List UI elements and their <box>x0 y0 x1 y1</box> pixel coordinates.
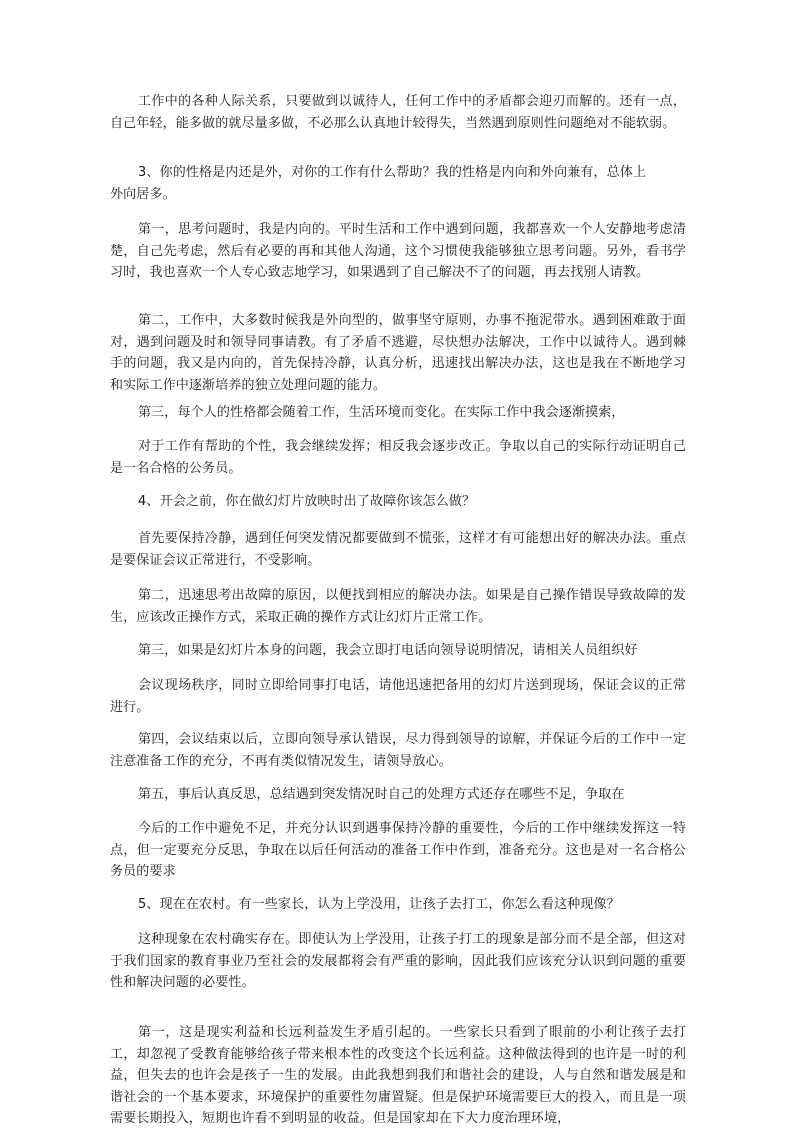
paragraph-avoid-shortcomings: 今后的工作中避免不足，并充分认识到遇事保持冷静的重要性，今后的工作中继续发挥这一特点，但一定要充分反思，争取在以后任何活动的准备工作中作到，准备充分。这也是对一名合格公务员的要求 <box>110 821 686 879</box>
question-3-personality: 3、你的性格是内还是外，对你的工作有什么帮助？我的性格是内向和外向兼有，总体上 外向居多。 <box>110 165 647 202</box>
paragraph-call-leader: 第三，如果是幻灯片本身的问题，我会立即打电话向领导说明情况，请相关人员组织好 <box>138 643 638 658</box>
paragraph-reflect: 第五，事后认真反思，总结遇到突发情况时自己的处理方式还存在哪些不足，争取在 <box>138 787 625 802</box>
paragraph-short-vs-long-term: 第一，这是现实利益和长远利益发生矛盾引起的。一些家长只看到了眼前的小利让孩子去打工，却忽视了受教育能够给孩子带来根本性的改变这个长远利益。这种做法得到的也许是一时的利益，但失去的也许会是孩子一生的发展。由此我想到我们和谐社会的建设，人与自然和谐发展是和谐社会的一个基本要求，环境保护的重要性勿庸置疑。但是保护环境需要巨大的投入，而且是一项需要长期投入，短期也许看不到明显的收益。但是国家却在下大力度治理环境， <box>110 1025 686 1126</box>
question-4-slideshow: 4、开会之前，你在做幻灯片放映时出了故障你该怎么做？ <box>138 494 476 509</box>
paragraph-helpful-traits: 对于工作有帮助的个性，我会继续发挥；相反我会逐步改正。争取以自己的实际行动证明自己是一名合格的公务员。 <box>110 439 686 476</box>
paragraph-meeting-order: 会议现场秩序，同时立即给同事打电话，请他迅速把备用的幻灯片送到现场，保证会议的正常进行。 <box>110 678 686 715</box>
paragraph-admit-mistake: 第四，会议结束以后，立即向领导承认错误，尽力得到领导的谅解，并保证今后的工作中一定注意准备工作的充分，不再有类似情况发生，请领导放心。 <box>110 732 686 769</box>
paragraph-introvert-thinking: 第一，思考问题时，我是内向的。平时生活和工作中遇到问题，我都喜欢一个人安静地考虑清楚，自己先考虑，然后有必要的再和其他人沟通，这个习惯使我能够独立思考问题。另外，看书学习时，我也喜欢一个人专心致志地学习，如果遇到了自己解决不了的问题，再去找别人请教。 <box>110 222 686 280</box>
paragraph-find-cause: 第二，迅速思考出故障的原因，以便找到相应的解决办法。如果是自己操作错误导致故障的发生，应该改正操作方式，采取正确的操作方式让幻灯片正常工作。 <box>110 588 686 625</box>
question-5-rural-education: 5、现在在农村。有一些家长，认为上学没用，让孩子去打工，你怎么看这种现像？ <box>138 897 620 912</box>
paragraph-interpersonal: 工作中的各种人际关系，只要做到以诚待人，任何工作中的矛盾都会迎刃而解的。还有一点，自己年轻，能多做的就尽量多做，不必那么认真地计较得失，当然遇到原则性问题绝对不能软弱。 <box>110 94 686 131</box>
paragraph-extrovert-work: 第二，工作中，大多数时候我是外向型的，做事坚守原则，办事不拖泥带水。遇到困难敢于面对，遇到问题及时和领导同事请教。有了矛盾不逃避，尽快想办法解决，工作中以诚待人。遇到棘手的问题，我又是内向的，首先保持冷静，认真分析，迅速找出解决办法，这也是我在不断地学习和实际工作中逐渐培养的独立处理问题的能力。 <box>110 313 686 393</box>
paragraph-phenomenon: 这种现象在农村确实存在。即使认为上学没用，让孩子打工的现象是部分而不是全部，但这对于我们国家的教育事业乃至社会的发展都将会有严重的影响，因此我们应该充分认识到问题的重要性和解决问题的必要性。 <box>110 932 686 990</box>
paragraph-stay-calm: 首先要保持冷静，遇到任何突发情况都要做到不慌张，这样才有可能想出好的解决办法。重点是要保证会议正常进行，不受影响。 <box>110 531 686 568</box>
paragraph-personality-change: 第三，每个人的性格都会随着工作，生活环境而变化。在实际工作中我会逐渐摸索， <box>138 405 625 420</box>
